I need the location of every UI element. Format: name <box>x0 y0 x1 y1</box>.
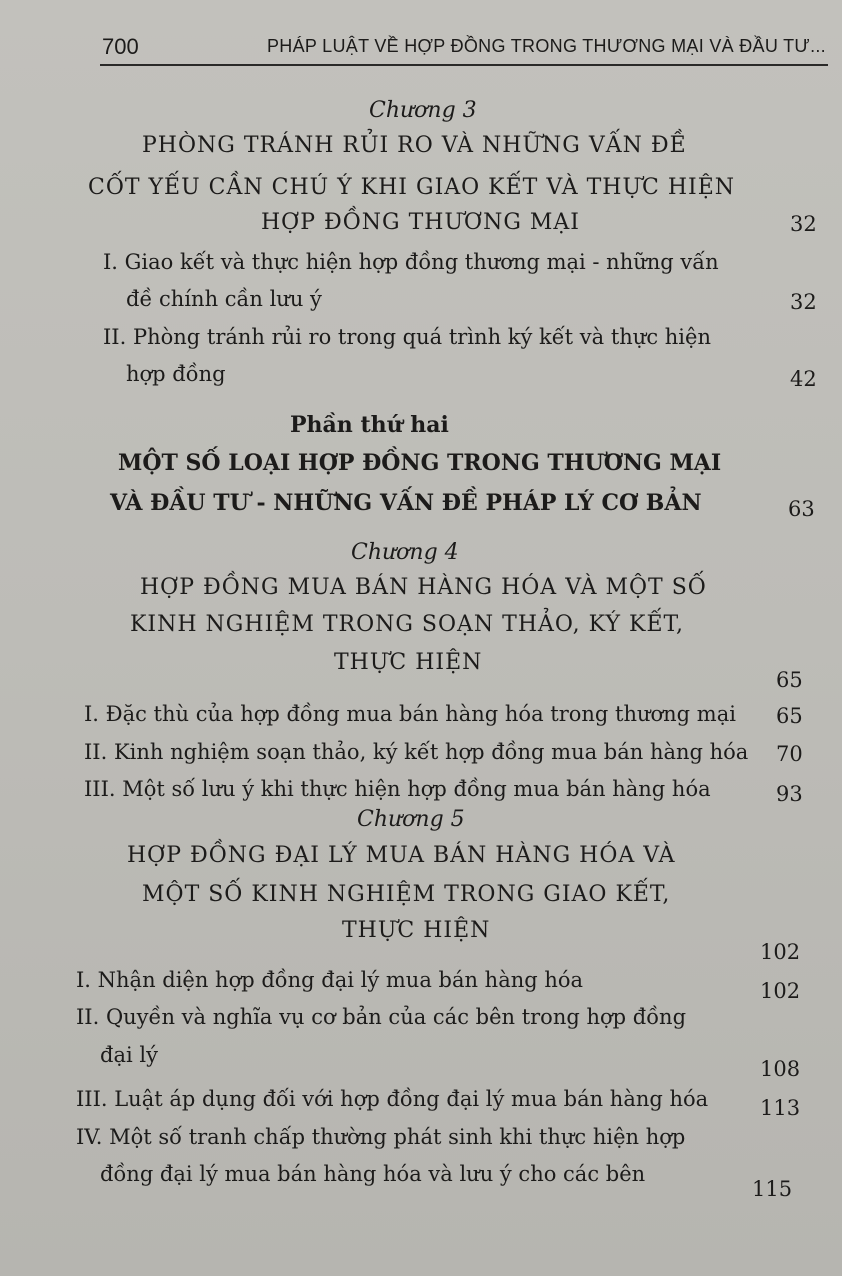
toc-entry-3-2-page: 42 <box>790 367 817 391</box>
toc-entry-5-4-page: 115 <box>752 1177 793 1201</box>
part-2-label: Phần thứ hai <box>290 412 449 438</box>
toc-entry-5-1-page: 102 <box>760 979 801 1003</box>
chapter-4-title-line-3: THỰC HIỆN <box>334 650 483 675</box>
page-number: 700 <box>102 34 139 59</box>
chapter-3-page: 32 <box>790 212 817 236</box>
chapter-3-label: Chương 3 <box>369 98 477 123</box>
chapter-4-label: Chương 4 <box>351 540 459 565</box>
toc-entry-4-3: III. Một số lưu ý khi thực hiện hợp đồng mua bán hàng hóa <box>84 777 711 801</box>
running-title: PHÁP LUẬT VỀ HỢP ĐỒNG TRONG THƯƠNG MẠI VÀ ĐẦU TƯ... <box>266 36 826 56</box>
toc-entry-5-4-line-1: IV. Một số tranh chấp thường phát sinh khi thực hiện hợp <box>76 1125 686 1149</box>
toc-entry-5-2-page: 108 <box>760 1057 801 1081</box>
toc-entry-5-2-line-1: II. Quyền và nghĩa vụ cơ bản của các bên trong hợp đồng <box>76 1005 687 1029</box>
toc-entry-4-1-page: 65 <box>776 704 803 728</box>
chapter-5-title-line-2: MỘT SỐ KINH NGHIỆM TRONG GIAO KẾT, <box>142 882 671 907</box>
chapter-5-title-line-3: THỰC HIỆN <box>342 918 491 943</box>
toc-entry-5-3: III. Luật áp dụng đối với hợp đồng đại lý mua bán hàng hóa <box>76 1087 709 1111</box>
toc-entry-3-1-page: 32 <box>790 290 817 314</box>
toc-entry-4-3-page: 93 <box>776 782 803 806</box>
toc-entry-3-2-line-2: hợp đồng <box>126 362 226 386</box>
toc-entry-4-2: II. Kinh nghiệm soạn thảo, ký kết hợp đồng mua bán hàng hóa <box>84 740 749 764</box>
toc-entry-3-1-line-2: đề chính cần lưu ý <box>126 287 322 311</box>
toc-entry-5-1: I. Nhận diện hợp đồng đại lý mua bán hàng hóa <box>76 968 584 992</box>
chapter-4-title-line-2: KINH NGHIỆM TRONG SOẠN THẢO, KÝ KẾT, <box>130 612 684 637</box>
chapter-3-title-line-1: PHÒNG TRÁNH RỦI RO VÀ NHỮNG VẤN ĐỀ <box>142 133 687 158</box>
toc-entry-5-2-line-2: đại lý <box>100 1043 158 1067</box>
chapter-3-title-line-3: HỢP ĐỒNG THƯƠNG MẠI <box>261 210 580 235</box>
chapter-3-title-line-2: CỐT YẾU CẦN CHÚ Ý KHI GIAO KẾT VÀ THỰC HIỆN <box>88 175 736 200</box>
chapter-4-title-line-1: HỢP ĐỒNG MUA BÁN HÀNG HÓA VÀ MỘT SỐ <box>140 575 707 600</box>
chapter-5-label: Chương 5 <box>357 807 465 832</box>
toc-entry-4-2-page: 70 <box>776 742 803 766</box>
toc-entry-5-4-line-2: đồng đại lý mua bán hàng hóa và lưu ý cho các bên <box>100 1162 646 1186</box>
chapter-5-title-line-1: HỢP ĐỒNG ĐẠI LÝ MUA BÁN HÀNG HÓA VÀ <box>127 843 676 868</box>
toc-entry-5-3-page: 113 <box>760 1096 801 1120</box>
toc-entry-3-1-line-1: I. Giao kết và thực hiện hợp đồng thương mại - những vấn <box>103 250 719 274</box>
part-2-title-line-1: MỘT SỐ LOẠI HỢP ĐỒNG TRONG THƯƠNG MẠI <box>118 450 722 476</box>
part-2-title-line-2: VÀ ĐẦU TƯ - NHỮNG VẤN ĐỀ PHÁP LÝ CƠ BẢN <box>110 490 702 516</box>
chapter-4-page: 65 <box>776 668 803 692</box>
toc-entry-3-2-line-1: II. Phòng tránh rủi ro trong quá trình ký kết và thực hiện <box>103 325 711 349</box>
toc-entry-4-1: I. Đặc thù của hợp đồng mua bán hàng hóa trong thương mại <box>84 702 736 726</box>
page-header <box>100 28 828 66</box>
part-2-page: 63 <box>788 497 815 521</box>
chapter-5-page: 102 <box>760 940 801 964</box>
